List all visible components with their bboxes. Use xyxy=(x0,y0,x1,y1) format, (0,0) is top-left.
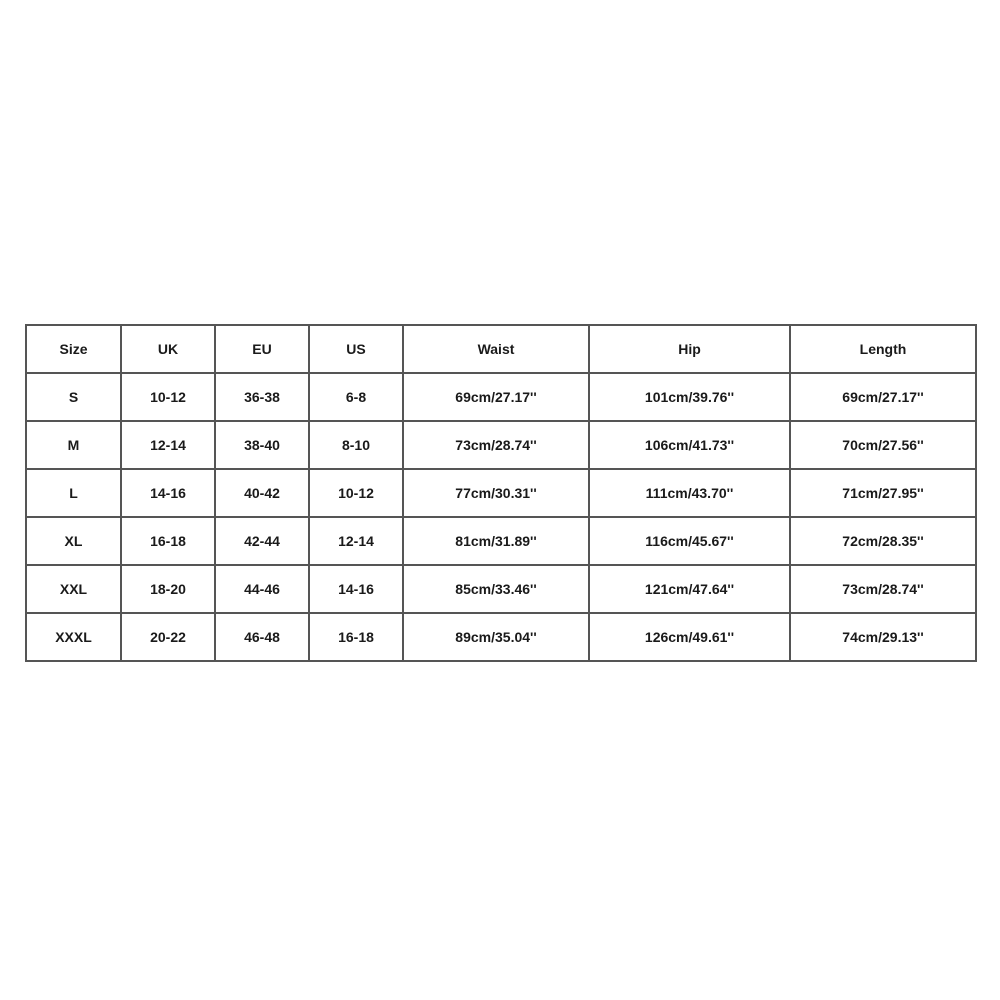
cell-eu: 38-40 xyxy=(215,421,309,469)
cell-eu: 40-42 xyxy=(215,469,309,517)
cell-length: 69cm/27.17'' xyxy=(790,373,976,421)
header-hip: Hip xyxy=(589,325,790,373)
cell-waist: 69cm/27.17'' xyxy=(403,373,589,421)
cell-waist: 73cm/28.74'' xyxy=(403,421,589,469)
table-row xyxy=(26,469,976,517)
table-header-row xyxy=(26,325,976,373)
cell-length: 74cm/29.13'' xyxy=(790,613,976,661)
cell-hip: 111cm/43.70'' xyxy=(589,469,790,517)
table-row xyxy=(26,613,976,661)
cell-size: L xyxy=(26,469,121,517)
cell-uk: 14-16 xyxy=(121,469,215,517)
cell-size: XL xyxy=(26,517,121,565)
cell-waist: 85cm/33.46'' xyxy=(403,565,589,613)
cell-hip: 116cm/45.67'' xyxy=(589,517,790,565)
cell-uk: 12-14 xyxy=(121,421,215,469)
cell-uk: 16-18 xyxy=(121,517,215,565)
cell-size: M xyxy=(26,421,121,469)
cell-us: 16-18 xyxy=(309,613,403,661)
header-length: Length xyxy=(790,325,976,373)
cell-uk: 10-12 xyxy=(121,373,215,421)
cell-hip: 126cm/49.61'' xyxy=(589,613,790,661)
cell-hip: 121cm/47.64'' xyxy=(589,565,790,613)
cell-eu: 44-46 xyxy=(215,565,309,613)
table-row xyxy=(26,421,976,469)
cell-length: 72cm/28.35'' xyxy=(790,517,976,565)
header-uk: UK xyxy=(121,325,215,373)
table-row xyxy=(26,565,976,613)
cell-length: 73cm/28.74'' xyxy=(790,565,976,613)
cell-waist: 89cm/35.04'' xyxy=(403,613,589,661)
header-waist: Waist xyxy=(403,325,589,373)
table-row xyxy=(26,517,976,565)
cell-us: 8-10 xyxy=(309,421,403,469)
cell-eu: 42-44 xyxy=(215,517,309,565)
cell-uk: 20-22 xyxy=(121,613,215,661)
cell-eu: 46-48 xyxy=(215,613,309,661)
header-size: Size xyxy=(26,325,121,373)
cell-length: 70cm/27.56'' xyxy=(790,421,976,469)
cell-uk: 18-20 xyxy=(121,565,215,613)
cell-us: 14-16 xyxy=(309,565,403,613)
cell-us: 6-8 xyxy=(309,373,403,421)
cell-hip: 101cm/39.76'' xyxy=(589,373,790,421)
cell-waist: 77cm/30.31'' xyxy=(403,469,589,517)
cell-hip: 106cm/41.73'' xyxy=(589,421,790,469)
cell-us: 12-14 xyxy=(309,517,403,565)
cell-size: XXL xyxy=(26,565,121,613)
cell-us: 10-12 xyxy=(309,469,403,517)
size-chart-table xyxy=(25,324,977,662)
cell-eu: 36-38 xyxy=(215,373,309,421)
cell-size: XXXL xyxy=(26,613,121,661)
cell-length: 71cm/27.95'' xyxy=(790,469,976,517)
header-eu: EU xyxy=(215,325,309,373)
header-us: US xyxy=(309,325,403,373)
cell-waist: 81cm/31.89'' xyxy=(403,517,589,565)
cell-size: S xyxy=(26,373,121,421)
table-row xyxy=(26,373,976,421)
